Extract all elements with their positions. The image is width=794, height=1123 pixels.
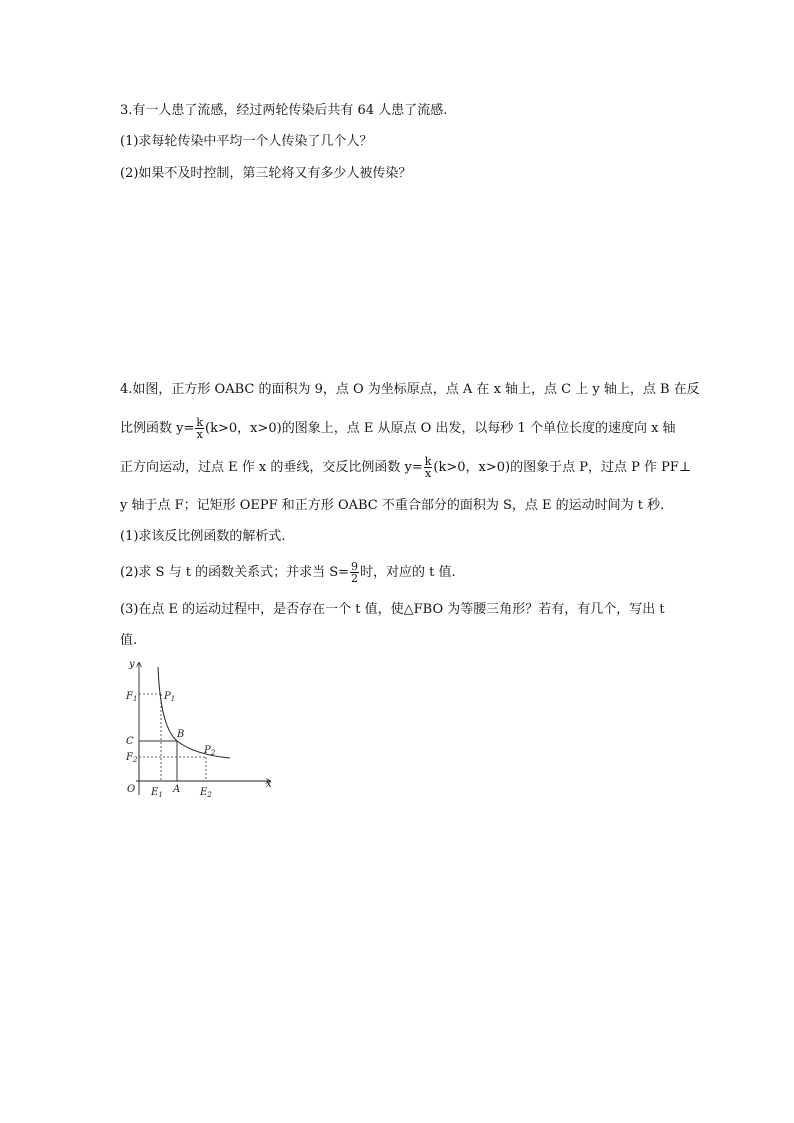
q4-stem-line-3 bbox=[120, 456, 691, 479]
label-f2: $F_2$ bbox=[126, 752, 138, 764]
fraction-9-over-2 bbox=[350, 561, 359, 584]
coordinate-figure bbox=[118, 655, 280, 805]
q3-part-2: (2)如果不及时控制，第三轮将又有多少人被传染？ bbox=[120, 166, 412, 181]
label-p2: $P_2$ bbox=[204, 745, 216, 757]
label-a: A bbox=[173, 784, 181, 795]
fraction-denominator: x bbox=[196, 428, 203, 441]
q4-stem-line-2 bbox=[120, 417, 676, 440]
fraction-k-over-x bbox=[195, 417, 204, 440]
label-o: O bbox=[127, 784, 136, 795]
label-p1: $P_1$ bbox=[164, 691, 176, 703]
fraction-numerator: 9 bbox=[351, 560, 359, 573]
q4-part-3: (3)在点 E 的运动过程中，是否存在一个 t 值，使△FBO 为等腰三角形？若有，有几个，写出 t bbox=[120, 602, 665, 617]
q4-part-3-cont: 值. bbox=[120, 633, 138, 648]
q4-stem-line-4: y 轴于点 F；记矩形 OEPF 和正方形 OABC 不重合部分的面积为 S，点 E 的运动时间为 t 秒. bbox=[120, 498, 665, 513]
label-y: y bbox=[129, 659, 135, 670]
label-c: C bbox=[126, 736, 134, 747]
figure-svg bbox=[118, 655, 280, 805]
q4-stem-text: (k>0，x>0)的图象上，点 E 从原点 O 出发，以每秒 1 个单位长度的速度向 x 轴 bbox=[205, 421, 676, 436]
q4-part-1: (1)求该反比例函数的解析式. bbox=[120, 529, 286, 544]
label-e1: $E_1$ bbox=[151, 787, 163, 799]
q4-stem-text: (k>0，x>0)的图象于点 P，过点 P 作 PF⊥ bbox=[433, 460, 692, 475]
fraction-numerator: k bbox=[196, 416, 204, 429]
label-b: B bbox=[177, 729, 185, 740]
fraction-numerator: k bbox=[424, 455, 432, 468]
fraction-denominator: 2 bbox=[351, 572, 359, 585]
q4-part-2-text: (2)求 S 与 t 的函数关系式；并求当 S= bbox=[120, 565, 350, 580]
q4-stem-text: 正方向运动，过点 E 作 x 的垂线，交反比例函数 y= bbox=[120, 460, 423, 475]
label-f1: $F_1$ bbox=[126, 691, 138, 703]
q4-part-2-text: 时，对应的 t 值. bbox=[360, 565, 456, 580]
q3-part-1: (1)求每轮传染中平均一个人传染了几个人？ bbox=[120, 134, 373, 149]
fraction-k-over-x bbox=[424, 456, 433, 479]
q3-stem: 3.有一人患了流感，经过两轮传染后共有 64 人患了流感. bbox=[120, 103, 448, 118]
hyperbola-curve bbox=[158, 667, 230, 758]
q4-part-2 bbox=[120, 561, 456, 584]
q4-stem-line-1: 4.如图，正方形 OABC 的面积为 9，点 O 为坐标原点，点 A 在 x 轴上，点 C 上 y 轴上，点 B 在反 bbox=[120, 382, 700, 397]
square-oabc bbox=[139, 741, 177, 781]
fraction-denominator: x bbox=[424, 467, 432, 480]
q4-stem-text: 比例函数 y= bbox=[120, 421, 195, 436]
label-e2: $E_2$ bbox=[200, 787, 212, 799]
label-x: x bbox=[266, 779, 272, 790]
